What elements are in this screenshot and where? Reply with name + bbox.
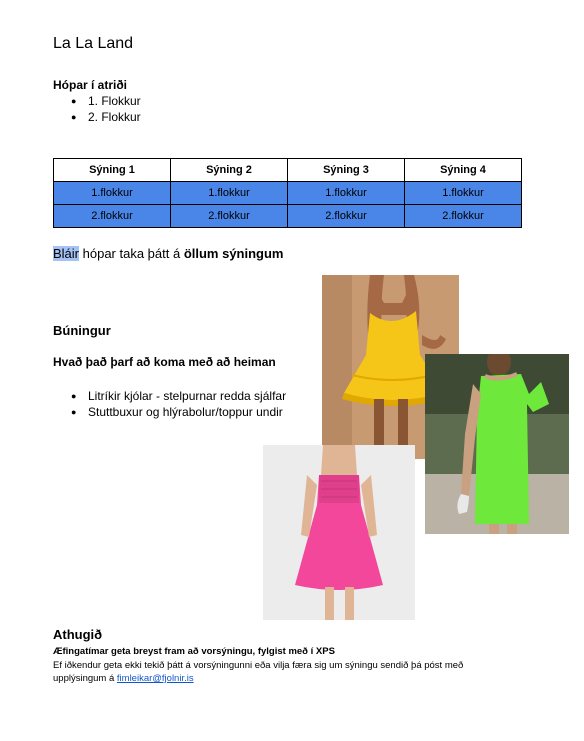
- list-item: ● 2. Flokkur: [53, 109, 141, 125]
- groups-list: [53, 93, 141, 125]
- list-item: ● 1. Flokkur: [53, 93, 141, 109]
- green-dress-icon: [425, 354, 569, 534]
- email-link[interactable]: fimleikar@fjolnir.is: [116, 673, 194, 684]
- column-header: Sýning 3: [288, 159, 405, 182]
- bring-list: [53, 388, 286, 420]
- pink-dress-photo[interactable]: [263, 445, 415, 620]
- attention-heading: Athugið: [53, 627, 103, 642]
- table-row: [54, 205, 522, 228]
- table-header-row: [54, 159, 522, 182]
- list-item: ● Stuttbuxur og hlýrabolur/toppur undir: [53, 404, 286, 420]
- table-cell: 2.flokkur: [288, 205, 405, 228]
- table-cell: 1.flokkur: [54, 182, 171, 205]
- groups-note: [53, 246, 283, 261]
- attention-text: [53, 659, 493, 685]
- column-header: Sýning 2: [171, 159, 288, 182]
- table-cell: 1.flokkur: [405, 182, 522, 205]
- attention-bold-line: Æfingatímar geta breyst fram að vorsýningu, fylgist með í XPS: [53, 646, 335, 657]
- schedule-table: [53, 158, 522, 228]
- table-cell: 2.flokkur: [54, 205, 171, 228]
- table-row: [54, 182, 522, 205]
- table-cell: 1.flokkur: [288, 182, 405, 205]
- column-header: Sýning 1: [54, 159, 171, 182]
- document-title: La La Land: [53, 35, 134, 52]
- table-cell: 2.flokkur: [171, 205, 288, 228]
- highlighted-text[interactable]: Bláir: [53, 246, 80, 261]
- list-item: ● Litríkir kjólar - stelpurnar redda sjálfar: [53, 388, 286, 404]
- pink-dress-icon: [263, 445, 415, 620]
- note-bold-text: öllum sýningum: [183, 246, 284, 261]
- column-header: Sýning 4: [405, 159, 522, 182]
- costume-heading: Búningur: [53, 323, 111, 338]
- groups-heading: Hópar í atriði: [53, 78, 128, 92]
- green-dress-photo[interactable]: [425, 354, 569, 534]
- table-cell: 2.flokkur: [405, 205, 522, 228]
- table-cell: 1.flokkur: [171, 182, 288, 205]
- note-text: hópar taka þátt á: [79, 246, 184, 261]
- bring-heading: Hvað það þarf að koma með að heiman: [53, 355, 276, 369]
- attention-body: Ef iðkendur geta ekki tekið þátt á vorsýningunni eða vilja færa sig um sýningu sendið þá póst með upplýsingum á: [53, 660, 464, 684]
